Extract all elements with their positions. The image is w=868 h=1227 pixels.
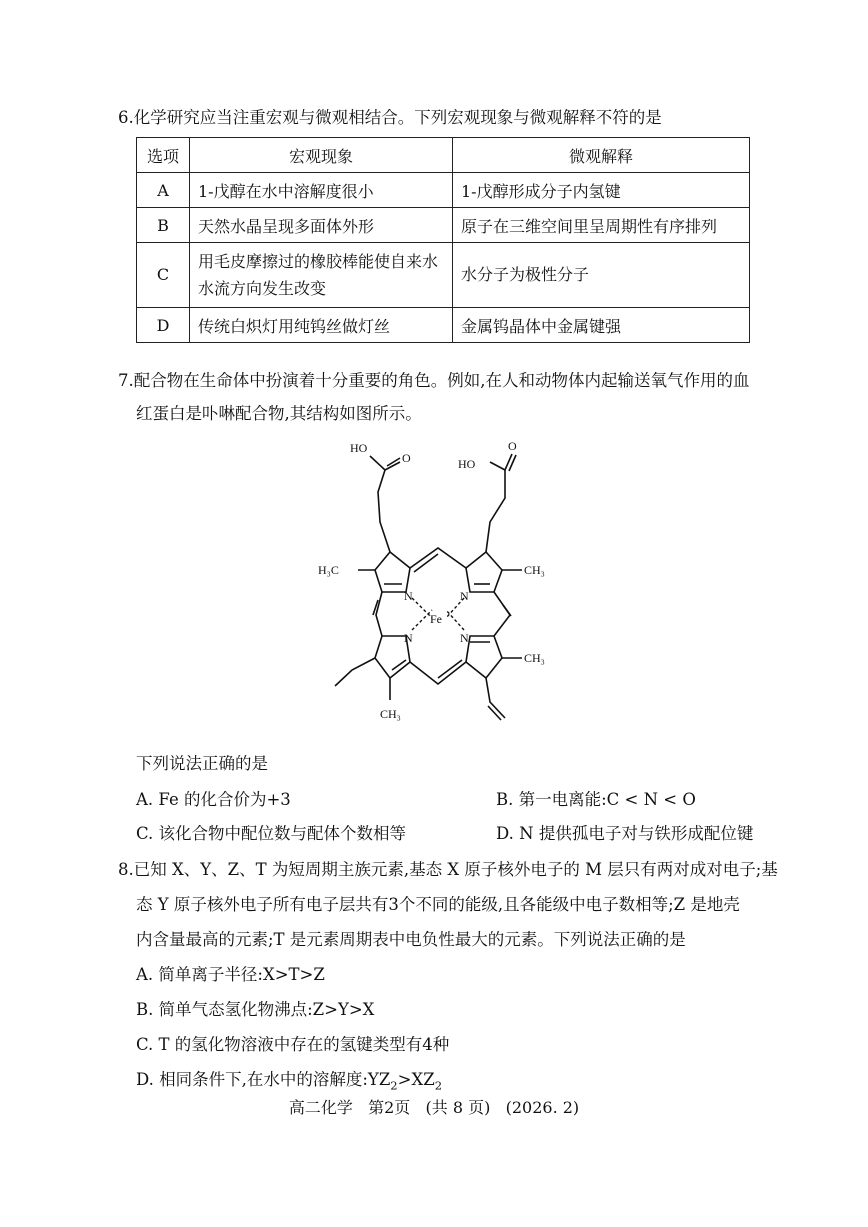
q8-stem-line2: 态 Y 原子核外电子所有电子层共有3个不同的能级,且各能级中电子数相等;Z 是地壳 xyxy=(136,895,740,914)
table-header-row xyxy=(137,138,750,173)
q8-option-a: A. 简单离子半径:X>T>Z xyxy=(136,965,325,984)
row-micro: 1-戊醇形成分子内氢键 xyxy=(453,173,750,208)
q7-option-d: D. N 提供孤电子对与铁形成配位键 xyxy=(496,824,754,843)
q8-stem-line1: 8.已知 X、Y、Z、T 为短周期主族元素,基态 X 原子核外电子的 M 层只有两对成对电子;基 xyxy=(118,860,778,879)
q8-option-d-prefix: D. 相同条件下,在水中的溶解度:YZ xyxy=(136,1070,391,1089)
label-n: N xyxy=(404,589,413,603)
page-footer: 高二化学 第2页 (共 8 页) (2026. 2) xyxy=(288,1098,580,1117)
label-o-right: O xyxy=(508,439,517,453)
row-macro: 天然水晶呈现多面体外形 xyxy=(190,208,453,243)
table-row xyxy=(137,243,750,308)
label-ch3-bottom: CH₃ xyxy=(380,707,401,721)
label-n: N xyxy=(460,589,469,603)
q7-option-b: B. 第一电离能:C < N < O xyxy=(496,790,696,809)
subscript-2: 2 xyxy=(390,1078,398,1093)
q8-option-d xyxy=(136,1066,442,1092)
q7-prompt: 下列说法正确的是 xyxy=(136,754,268,773)
row-macro: 传统白炽灯用纯钨丝做灯丝 xyxy=(190,308,453,343)
row-macro: 用毛皮摩擦过的橡胶棒能使自来水水流方向发生改变 xyxy=(190,243,453,308)
q6-stem: 6.化学研究应当注重宏观与微观相结合。下列宏观现象与微观解释不符的是 xyxy=(118,108,662,127)
label-n: N xyxy=(460,631,469,645)
row-option: B xyxy=(137,208,190,243)
heme-structure-diagram xyxy=(300,430,590,740)
table-row xyxy=(137,173,750,208)
label-n: N xyxy=(404,631,413,645)
label-ch3-lower-right: CH₃ xyxy=(524,651,545,665)
header-micro: 微观解释 xyxy=(453,138,750,173)
q7-option-a: A. Fe 的化合价为+3 xyxy=(136,790,291,809)
q8-option-b: B. 简单气态氢化物沸点:Z>Y>X xyxy=(136,1000,375,1019)
label-o-left: O xyxy=(402,451,411,465)
row-micro: 水分子为极性分子 xyxy=(453,243,750,308)
row-option: D xyxy=(137,308,190,343)
q8-option-c: C. T 的氢化物溶液中存在的氢键类型有4种 xyxy=(136,1035,450,1054)
q7-option-c: C. 该化合物中配位数与配体个数相等 xyxy=(136,824,407,843)
q7-stem-line2: 红蛋白是卟啉配合物,其结构如图所示。 xyxy=(136,404,422,423)
q6-table xyxy=(136,137,750,343)
row-macro: 1-戊醇在水中溶解度很小 xyxy=(190,173,453,208)
header-macro: 宏观现象 xyxy=(190,138,453,173)
label-ho-left: HO xyxy=(350,441,368,455)
label-ch3-right: CH₃ xyxy=(524,563,545,577)
row-option: A xyxy=(137,173,190,208)
label-ch3-left: H₃C xyxy=(318,563,339,577)
table-row xyxy=(137,308,750,343)
q8-stem-line3: 内含量最高的元素;T 是元素周期表中电负性最大的元素。下列说法正确的是 xyxy=(136,930,686,949)
q7-stem-line1: 7.配合物在生命体中扮演着十分重要的角色。例如,在人和动物体内起输送氧气作用的血 xyxy=(118,371,750,390)
row-micro: 原子在三维空间里呈周期性有序排列 xyxy=(453,208,750,243)
q8-option-d-mid: >XZ xyxy=(397,1070,435,1089)
label-ho-right: HO xyxy=(458,457,476,471)
header-option: 选项 xyxy=(137,138,190,173)
subscript-2: 2 xyxy=(434,1078,443,1093)
row-option: C xyxy=(137,243,190,308)
table-row xyxy=(137,208,750,243)
label-fe: Fe xyxy=(430,612,442,626)
row-micro: 金属钨晶体中金属键强 xyxy=(453,308,750,343)
